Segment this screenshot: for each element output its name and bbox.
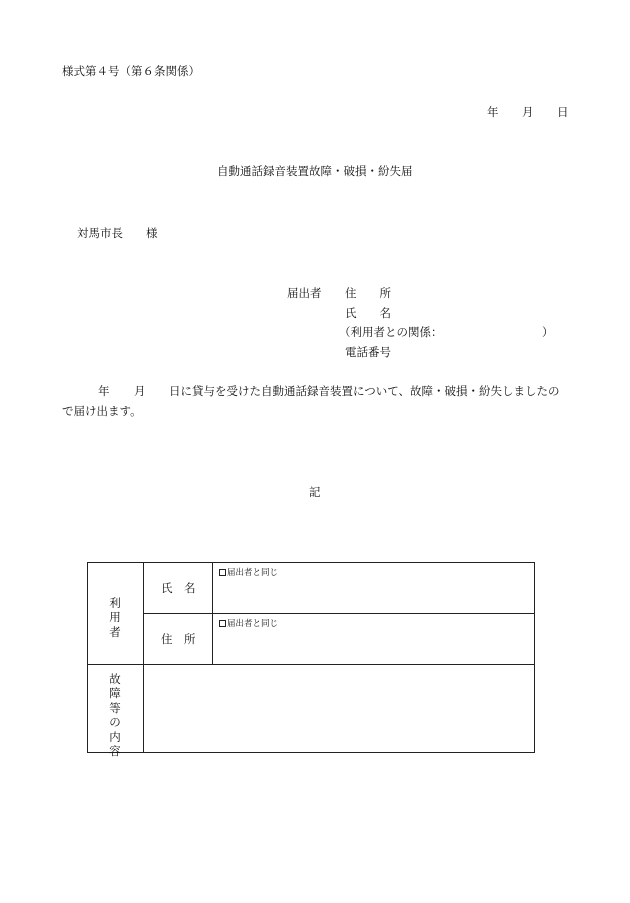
body-line2: で届け出ます。 xyxy=(62,404,142,418)
document-title: 自動通話録音装置故障・破損・紛失届 xyxy=(217,164,413,178)
report-table xyxy=(87,562,535,758)
table-divider xyxy=(143,613,534,614)
date-day-label: 日 xyxy=(557,105,569,119)
body-year: 年 xyxy=(98,384,110,398)
name-same-as-applicant[interactable] xyxy=(219,569,278,578)
checkbox-icon[interactable] xyxy=(219,569,226,576)
addressee-name: 対馬市長 xyxy=(77,226,123,240)
damage-header: 故障等の内容 xyxy=(109,672,121,758)
user-address-label: 住 所 xyxy=(161,632,196,646)
ki-mark: 記 xyxy=(309,485,321,499)
user-name-label: 氏 名 xyxy=(161,581,196,595)
checkbox-icon[interactable] xyxy=(219,620,226,627)
form-number: 様式第４号（第６条関係） xyxy=(62,64,200,78)
phone-label: 電話番号 xyxy=(345,345,391,359)
body-line1: 日に貸与を受けた自動通話録音装置について、故障・破損・紛失しましたの xyxy=(169,384,560,398)
address-same-label: 届出者と同じ xyxy=(227,619,279,629)
name-same-label: 届出者と同じ xyxy=(227,568,279,578)
body-month: 月 xyxy=(134,384,146,398)
addressee-honorific: 様 xyxy=(146,226,158,240)
applicant-address-label: 住 所 xyxy=(345,286,391,300)
date-year-label: 年 xyxy=(487,105,499,119)
date-month-label: 月 xyxy=(522,105,534,119)
address-same-as-applicant[interactable] xyxy=(219,620,278,629)
damage-content-field[interactable] xyxy=(144,665,534,752)
relation-close: ） xyxy=(542,325,554,339)
relation-open: （利用者との関係： xyxy=(339,325,443,339)
user-header: 利用者 xyxy=(109,596,121,639)
applicant-label: 届出者 xyxy=(287,286,322,300)
applicant-name-label: 氏 名 xyxy=(345,306,391,320)
